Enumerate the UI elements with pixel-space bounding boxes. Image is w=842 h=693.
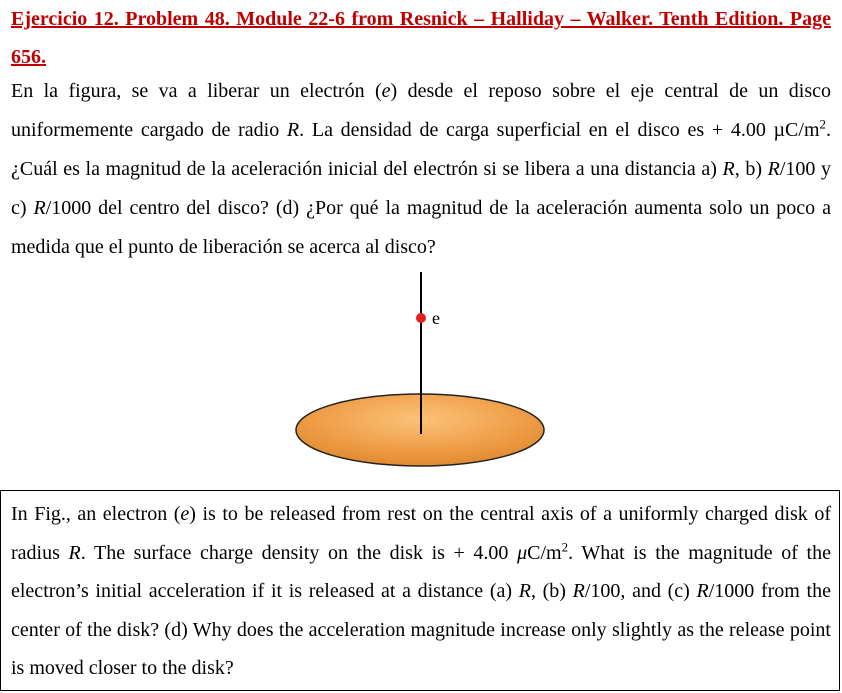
charged-disk-figure bbox=[290, 268, 555, 468]
english-problem-text: In Fig., an electron (e) is to be released from rest on the central axis of a uniformly charged disk of radius R. The surface charge density on the disk is + 4.00 $\mu C/m^2$. What is the magnitude of the electron’s initial acceleration if it is released at a distance (a) R, (b) R/100, and (c) R/1000 from the center of the disk? (d) Why does the acceleration magnitude increase only slightly as the release point is moved closer to the disk? bbox=[11, 503, 831, 679]
disk-diagram bbox=[290, 268, 555, 468]
spanish-problem-text: En la figura, se va a liberar un electrón (e) desde el reposo sobre el eje central de un disco uniformemente cargado de radio R. La densidad de carga superficial en el disco es + 4.00 $\mu C/m^2$. ¿Cuál es la magnitud de la aceleración inicial del electrón si se libera a una distancia a) R, b) R/100 y c) R/1000 del centro del disco? (d) ¿Por qué la magnitud de la aceleración aumenta solo un poco a medida que el punto de liberación se acerca al disco? bbox=[11, 80, 832, 258]
electron-label: e bbox=[432, 308, 440, 328]
electron-dot bbox=[416, 313, 426, 323]
exercise-title: Ejercicio 12. Problem 48. Module 22-6 from Resnick – Halliday – Walker. Tenth Edition. Page 656. bbox=[11, 8, 831, 68]
english-problem-box bbox=[0, 490, 840, 691]
